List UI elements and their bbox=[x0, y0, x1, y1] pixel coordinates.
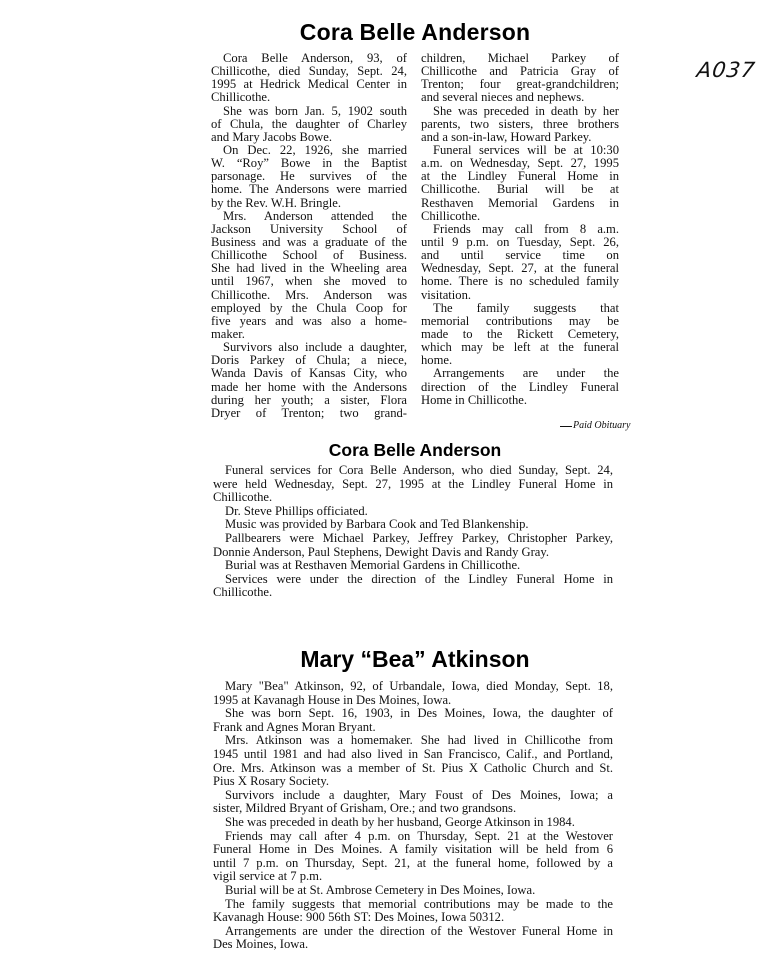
text-line: by the Rev. W.H. Bringle. bbox=[211, 195, 342, 210]
text-line: until 1967, when she moved to bbox=[211, 274, 407, 289]
text-line: She was born Sept. 16, 1903, in Des Moines, Iowa, the daughter of bbox=[225, 706, 613, 721]
text-line: made her home with the Andersons bbox=[211, 379, 407, 394]
text-line: Chillicothe. bbox=[213, 490, 273, 505]
text-line: visitation. bbox=[421, 287, 472, 302]
text-line: were held Wednesday, Sept. 27, 1995 at the Lindley Funeral Home in bbox=[213, 476, 613, 491]
text-line: Chillicothe and Patricia Gray of bbox=[421, 64, 619, 79]
text-line: which may be left at the funeral bbox=[421, 340, 619, 355]
text-line: Chillicothe School of Business. bbox=[211, 248, 407, 263]
text-line: Wanda Davis of Kansas City, who bbox=[211, 366, 407, 381]
text-line: The family suggests that memorial contributions may be made to the bbox=[225, 896, 613, 911]
text-line: She was born Jan. 5, 1902 south bbox=[223, 103, 407, 118]
text-line: Frank and Agnes Moran Bryant. bbox=[213, 719, 376, 734]
text-line: made to the Rickett Cemetery, bbox=[421, 326, 619, 341]
obituary-column-2 bbox=[421, 52, 619, 407]
text-line: at the Lindley Funeral Home in bbox=[421, 169, 619, 184]
obituary-title: Cora Belle Anderson bbox=[299, 19, 531, 45]
text-line: Chillicothe, died Sunday, Sept. 24, bbox=[211, 64, 407, 79]
text-line: Burial was at Resthaven Memorial Gardens in Chillicothe. bbox=[225, 558, 521, 573]
text-line: parents, two sisters, three brothers bbox=[421, 116, 619, 131]
handwritten-page-label: A037 bbox=[695, 58, 758, 82]
text-line: maker. bbox=[211, 326, 245, 341]
text-line: home. bbox=[421, 353, 453, 368]
text-line: Chillicothe. bbox=[213, 585, 273, 600]
text-line: Mrs. Atkinson was a homemaker. She had lived in Chillicothe from bbox=[225, 733, 613, 748]
text-line: Jackson University School of bbox=[211, 221, 407, 236]
text-line: Funeral services for Cora Belle Anderson, who died Sunday, Sept. 24, bbox=[225, 463, 613, 477]
text-line: On Dec. 22, 1926, she married bbox=[223, 142, 407, 157]
text-line: Kavanagh House: 900 56th ST: Des Moines, Iowa 50312. bbox=[213, 910, 505, 925]
text-line: Cora Belle Anderson, 93, of bbox=[223, 51, 407, 65]
text-line: Chillicothe. bbox=[421, 208, 481, 223]
text-line: Survivors also include a daughter, bbox=[223, 340, 407, 355]
text-line: children, Michael Parkey of bbox=[421, 51, 619, 65]
text-line: 1995 at Kavanagh House in Des Moines, Iowa. bbox=[213, 692, 452, 707]
text-line: She had lived in the Wheeling area bbox=[211, 261, 407, 276]
text-line: W. “Roy” Bowe in the Baptist bbox=[211, 156, 407, 171]
text-line: 1995 at Hedrick Medical Center in bbox=[211, 77, 407, 92]
text-line: home. The Andersons were married bbox=[211, 182, 407, 197]
text-line: Funeral Home in Des Moines. A family visitation will be held from 6 bbox=[213, 842, 613, 857]
text-line: Dryer of Trenton; two grand- bbox=[211, 405, 407, 420]
text-line: Home in Chillicothe. bbox=[421, 392, 527, 407]
text-line: Arrangements are under the direction of the Westover Funeral Home in bbox=[225, 923, 613, 938]
text-line: Business and was a graduate of the bbox=[211, 234, 407, 249]
text-line: Services were under the direction of the Lindley Funeral Home in bbox=[225, 571, 613, 586]
text-line: and a son-in-law, Howard Parkey. bbox=[421, 129, 592, 144]
text-line: Des Moines, Iowa. bbox=[213, 937, 309, 952]
text-line: Friends may call from 8 a.m. bbox=[433, 221, 619, 236]
text-line: Trenton; four great-grandchildren; bbox=[421, 77, 619, 92]
text-line: Ore. Mrs. Atkinson was a member of St. Pius X Catholic Church and St. bbox=[213, 760, 613, 775]
text-line: Wednesday, Sept. 27, at the funeral bbox=[421, 261, 619, 276]
text-line: Survivors include a daughter, Mary Foust of Des Moines, Iowa; a bbox=[225, 787, 613, 802]
obituary-column-1 bbox=[211, 52, 407, 420]
text-line: until 7 p.m. on Thursday, Sept. 21, at the funeral home, followed by a bbox=[213, 855, 613, 870]
text-line: Chillicothe. Mrs. Anderson was bbox=[211, 287, 407, 302]
text-line: Chillicothe. Burial will be at bbox=[421, 182, 619, 197]
text-line: five years and was also a home- bbox=[211, 313, 407, 328]
text-line: and Mary Jacobs Bowe. bbox=[211, 129, 333, 144]
text-line: Music was provided by Barbara Cook and Ted Blankenship. bbox=[225, 517, 529, 532]
text-line: She was preceded in death by her bbox=[433, 103, 619, 118]
text-line: employed by the Chula Coop for bbox=[211, 300, 407, 315]
text-line: 1945 until 1981 and had also lived in San Francisco, Calif., and Portland, bbox=[213, 746, 613, 761]
text-line: Dr. Steve Phillips officiated. bbox=[225, 503, 368, 518]
text-line: parsonage. He survives of the bbox=[211, 169, 407, 184]
text-line: and until service time on bbox=[421, 248, 619, 263]
text-line: The family suggests that bbox=[433, 300, 619, 315]
text-line: memorial contributions may be bbox=[421, 313, 619, 328]
notice-title: Cora Belle Anderson bbox=[328, 440, 502, 460]
text-line: Burial will be at St. Ambrose Cemetery in Des Moines, Iowa. bbox=[225, 882, 536, 897]
text-line: vigil service at 7 p.m. bbox=[213, 869, 323, 884]
text-line: Arrangements are under the bbox=[433, 366, 619, 381]
text-line: Resthaven Memorial Gardens in bbox=[421, 195, 619, 210]
text-line: sister, Mildred Bryant of Grisham, Ore.; and two grandsons. bbox=[213, 801, 517, 816]
text-line: until 9 p.m. on Tuesday, Sept. 26, bbox=[421, 234, 619, 249]
text-line: She was preceded in death by her husband, George Atkinson in 1984. bbox=[225, 814, 575, 829]
text-line: Doris Parkey of Chula; a niece, bbox=[211, 353, 407, 368]
text-line: Pallbearers were Michael Parkey, Jeffrey Parkey, Christopher Parkey, bbox=[225, 530, 613, 545]
text-line: home. There is no scheduled family bbox=[421, 274, 619, 289]
text-line: Mrs. Anderson attended the bbox=[223, 208, 407, 223]
text-line: and several nieces and nephews. bbox=[421, 90, 585, 105]
text-line: Funeral services will be at 10:30 bbox=[433, 142, 619, 157]
text-line: during her youth; a sister, Flora bbox=[211, 392, 407, 407]
text-line: Pius X Rosary Society. bbox=[213, 774, 330, 789]
text-line: a.m. on Wednesday, Sept. 27, 1995 bbox=[421, 156, 619, 171]
obituary-title: Mary “Bea” Atkinson bbox=[300, 646, 530, 672]
text-line: Chillicothe. bbox=[211, 90, 271, 105]
text-line: direction of the Lindley Funeral bbox=[421, 379, 619, 394]
notice-body bbox=[213, 464, 613, 600]
text-line: Mary "Bea" Atkinson, 92, of Urbandale, Iowa, died Monday, Sept. 18, bbox=[225, 679, 613, 693]
text-line: Donnie Anderson, Paul Stephens, Dewight Davis and Randy Gray. bbox=[213, 544, 550, 559]
text-line: of Chula, the daughter of Charley bbox=[211, 116, 407, 131]
obituary-body bbox=[213, 680, 613, 952]
paid-obituary-signature: Paid Obituary bbox=[560, 420, 631, 431]
text-line: Friends may call after 4 p.m. on Thursday, Sept. 21 at the Westover bbox=[225, 828, 613, 843]
